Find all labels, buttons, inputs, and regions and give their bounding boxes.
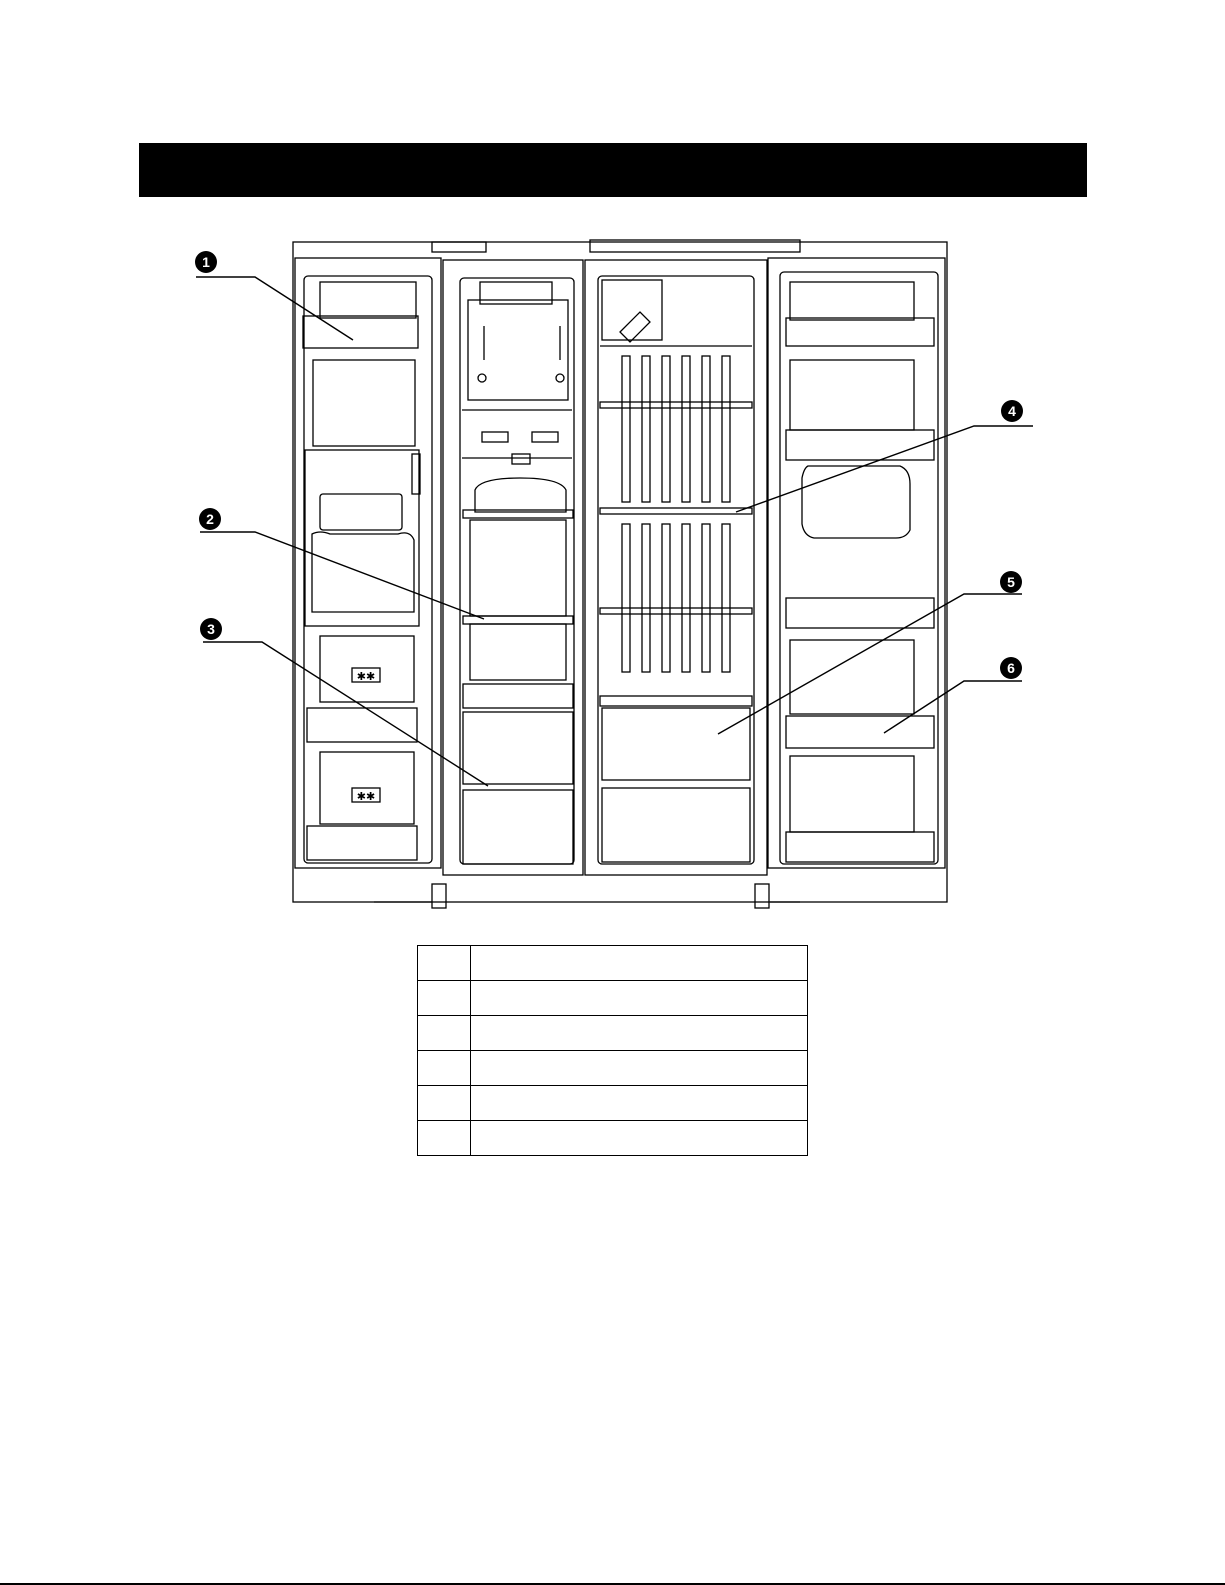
part-description bbox=[471, 946, 808, 981]
fridge-shelf-2 bbox=[600, 508, 752, 514]
hinge-top-left bbox=[432, 242, 486, 252]
callout-4-label: 4 bbox=[1008, 403, 1016, 419]
part-description bbox=[471, 1016, 808, 1051]
part-description bbox=[471, 1121, 808, 1156]
callout-6 bbox=[1000, 657, 1022, 679]
callout-5-label: 5 bbox=[1007, 574, 1015, 590]
part-number bbox=[418, 946, 471, 981]
callout-6-label: 6 bbox=[1007, 660, 1015, 676]
table-row bbox=[418, 1051, 808, 1086]
part-number bbox=[418, 981, 471, 1016]
door-dispenser-pocket bbox=[802, 466, 910, 538]
table-row bbox=[418, 946, 808, 981]
table-row bbox=[418, 1086, 808, 1121]
hinge-bottom-right bbox=[755, 884, 769, 908]
part-description bbox=[471, 981, 808, 1016]
fridge-shelf-3 bbox=[600, 608, 752, 614]
callout-1-label: 1 bbox=[202, 254, 210, 270]
freezer-drawer-lower bbox=[463, 790, 573, 864]
freezer-compartment bbox=[443, 260, 583, 875]
callout-3-label: 3 bbox=[207, 621, 215, 637]
part-number bbox=[418, 1121, 471, 1156]
callout-5 bbox=[1000, 571, 1022, 593]
shelf-vents-lower bbox=[622, 524, 730, 672]
table-row bbox=[418, 1016, 808, 1051]
parts-table bbox=[417, 945, 808, 1156]
freezer-symbol-text-1: ✱✱ bbox=[356, 670, 376, 683]
fridge-compartment bbox=[585, 260, 767, 875]
part-description bbox=[471, 1086, 808, 1121]
callout-1 bbox=[195, 251, 217, 273]
fridge-shelf-4 bbox=[600, 696, 752, 706]
freezer-door bbox=[295, 258, 441, 868]
cabinet-outline bbox=[293, 242, 947, 902]
hinge-bottom-left bbox=[432, 884, 446, 908]
part-number bbox=[418, 1051, 471, 1086]
freezer-drawer-upper bbox=[463, 712, 573, 784]
fridge-shelf-1 bbox=[600, 402, 752, 408]
table-row bbox=[418, 981, 808, 1016]
callout-2 bbox=[199, 508, 221, 530]
callout-2-label: 2 bbox=[206, 511, 214, 527]
water-filter-housing bbox=[602, 280, 662, 340]
callout-4 bbox=[1001, 400, 1023, 422]
crisper-drawer-upper bbox=[602, 708, 750, 780]
part-number bbox=[418, 1016, 471, 1051]
part-description bbox=[471, 1051, 808, 1086]
fridge-door bbox=[768, 258, 945, 868]
ice-dispenser bbox=[305, 450, 419, 626]
freezer-glass-shelf bbox=[463, 510, 573, 518]
crisper-drawer-lower bbox=[602, 788, 750, 862]
table-row bbox=[418, 1121, 808, 1156]
shelf-vents-upper bbox=[622, 356, 730, 502]
freezer-symbol-text-2: ✱✱ bbox=[356, 790, 376, 803]
part-number bbox=[418, 1086, 471, 1121]
callout-3 bbox=[200, 618, 222, 640]
